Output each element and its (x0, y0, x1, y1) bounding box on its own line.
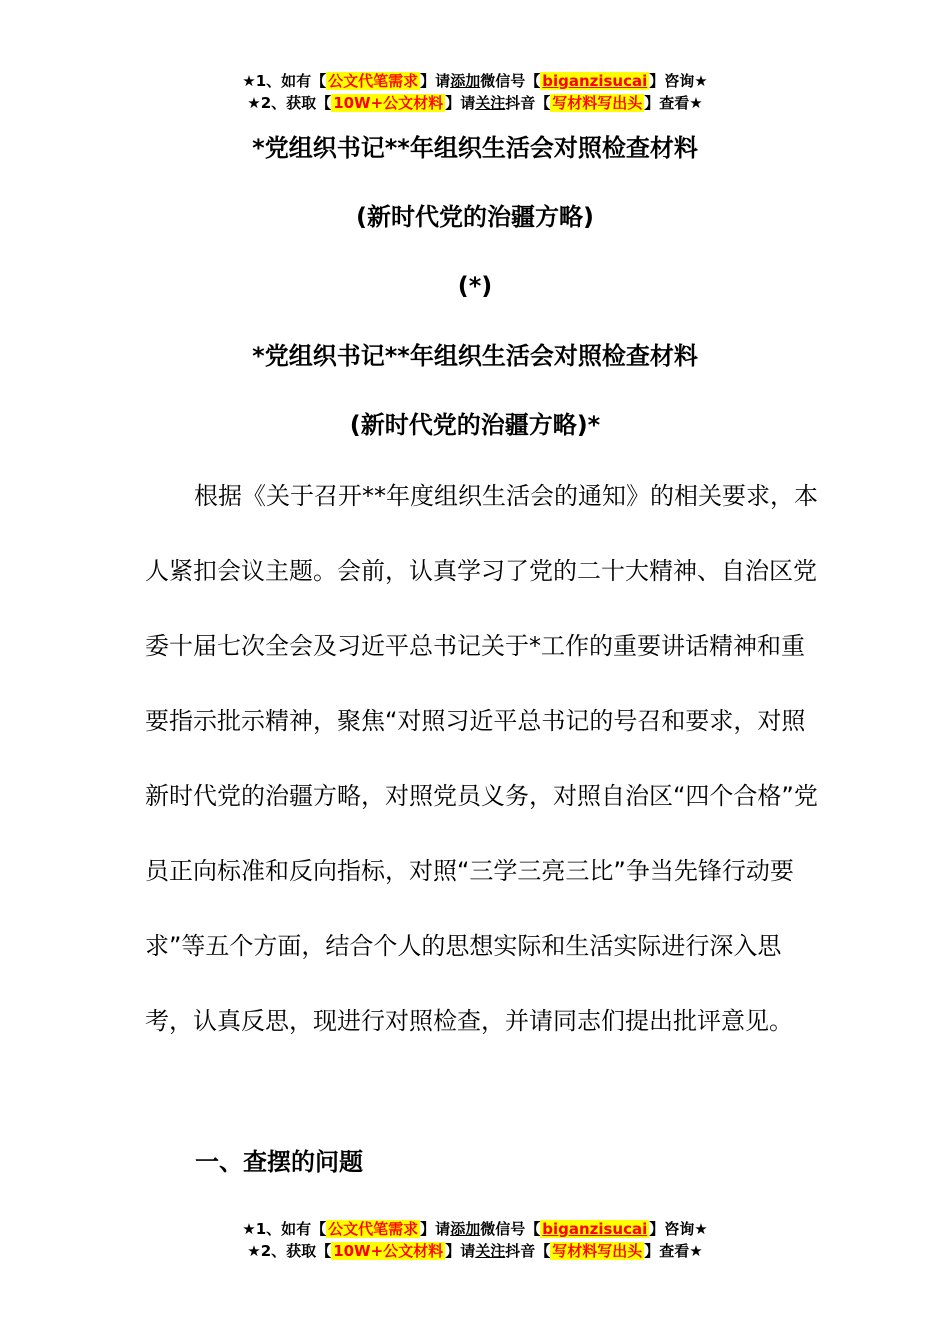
banner-highlight: 写材料写出头 (552, 1242, 643, 1260)
banner-text: 】查看★ (644, 1242, 703, 1260)
section-heading: 一、查摆的问题 (195, 1148, 363, 1176)
body-paragraph-block (145, 459, 825, 1059)
document-subtitle: (新时代党的治疆方略) (356, 203, 594, 231)
banner-line-2 (0, 1240, 950, 1262)
banner-highlight: 10W+公文材料 (333, 1242, 444, 1260)
banner-wechat-id: biganzisucai (542, 72, 648, 90)
body-paragraph: 根据《关于召开**年度组织生活会的通知》的相关要求，本人紧扣会议主题。会前，认真学习了党的二十大精神、自治区党委十届七次全会及习近平总书记关于*工作的重要讲话精神和重要指示批示精神，聚焦“对照习近平总书记的号召和要求，对照新时代党的治疆方略，对照党员义务，对照自治区“四个合格”党员正向标准和反向指标，对照“三学三亮三比”争当先锋行动要求”等五个方面，结合个人的思想实际和生活实际进行深入思考，认真反思，现进行对照检查，并请同志们提出批评意见。 (145, 482, 818, 1035)
banner-text: ★1、如有【 (242, 1220, 327, 1238)
banner-underlined: 添加 (450, 1220, 481, 1238)
banner-text: 】咨询★ (649, 1220, 708, 1238)
banner-text: 】请 (420, 1220, 451, 1238)
banner-text: 微信号【 (480, 72, 541, 90)
banner-text: 微信号【 (480, 1220, 541, 1238)
banner-text: 】咨询★ (649, 72, 708, 90)
banner-text: 抖音【 (505, 94, 551, 112)
top-banner (0, 70, 950, 114)
bottom-banner (0, 1218, 950, 1262)
banner-wechat-id: biganzisucai (542, 1220, 648, 1238)
banner-highlight: 公文代笔需求 (328, 72, 419, 90)
document-subtitle-marker: (*) (457, 272, 493, 300)
banner-underlined: 关注 (475, 94, 506, 112)
banner-text: 】请 (445, 94, 476, 112)
banner-text: 】查看★ (644, 94, 703, 112)
banner-highlight: 10W+公文材料 (333, 94, 444, 112)
banner-line-1 (0, 1218, 950, 1240)
banner-highlight: 公文代笔需求 (328, 1220, 419, 1238)
banner-highlight: 写材料写出头 (552, 94, 643, 112)
banner-underlined: 关注 (475, 1242, 506, 1260)
banner-text: 】请 (445, 1242, 476, 1260)
banner-text: ★2、获取【 (247, 94, 332, 112)
document-subtitle-repeat: (新时代党的治疆方略)* (349, 411, 601, 439)
banner-text: 】请 (420, 72, 451, 90)
document-title-repeat: *党组织书记**年组织生活会对照检查材料 (252, 342, 698, 370)
banner-text: ★2、获取【 (247, 1242, 332, 1260)
banner-line-1 (0, 70, 950, 92)
document-title: *党组织书记**年组织生活会对照检查材料 (252, 134, 698, 162)
banner-text: ★1、如有【 (242, 72, 327, 90)
banner-text: 抖音【 (505, 1242, 551, 1260)
banner-line-2 (0, 92, 950, 114)
banner-underlined: 添加 (450, 72, 481, 90)
